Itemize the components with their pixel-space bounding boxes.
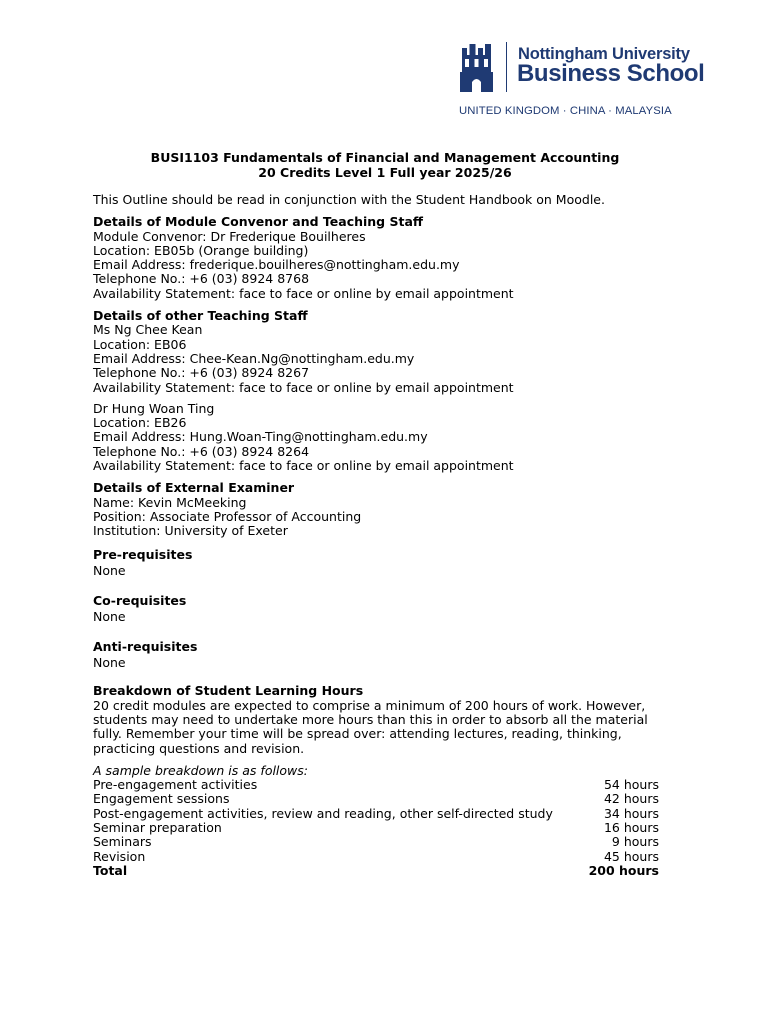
hours-amount: 45 hours — [603, 848, 659, 864]
staff-location: Location: EB06 — [93, 336, 187, 352]
hours-amount: 54 hours — [603, 777, 659, 793]
hours-total-row — [93, 864, 677, 878]
learning-hours-paragraph: 20 credit modules are expected to comprise a minimum of 200 hours of work. However, students may need to undertake more hours than this in order to absorb all the material fully. Remember your time will be spread over: attending lectures, reading, thinking, practicing questions and revision. — [93, 697, 648, 756]
hours-row — [93, 835, 677, 849]
hours-row — [93, 850, 677, 864]
logo-tagline: UNITED KINGDOM · CHINA · MALAYSIA — [459, 105, 672, 117]
hours-table — [93, 778, 677, 878]
learning-hours-section — [93, 684, 677, 878]
hours-total-label: Total — [93, 862, 128, 878]
convenor-location: Location: EB05b (Orange building) — [93, 242, 309, 258]
hours-row — [93, 792, 677, 806]
hours-activity: Revision — [93, 848, 146, 864]
staff-email: Email Address: Chee-Kean.Ng@nottingham.edu.my — [93, 350, 415, 366]
examiner-name: Name: Kevin McMeeking — [93, 494, 247, 510]
staff-availability: Availability Statement: face to face or online by email appointment — [93, 379, 514, 395]
hours-row — [93, 807, 677, 821]
corequisites-heading: Co-requisites — [93, 593, 187, 609]
staff-availability: Availability Statement: face to face or online by email appointment — [93, 458, 514, 474]
hours-activity: Seminars — [93, 834, 152, 850]
prerequisites-value: None — [93, 562, 126, 578]
other-staff-heading: Details of other Teaching Staff — [93, 308, 308, 324]
staff-telephone: Telephone No.: +6 (03) 8924 8264 — [93, 443, 310, 459]
hours-activity: Post-engagement activities, review and reading, other self-directed study — [93, 805, 553, 821]
module-title-line-2: 20 Credits Level 1 Full year 2025/26 — [258, 164, 512, 180]
hours-row — [93, 778, 677, 792]
staff-location: Location: EB26 — [93, 415, 187, 431]
examiner-position: Position: Associate Professor of Accounting — [93, 508, 362, 524]
prerequisites-heading: Pre-requisites — [93, 546, 193, 562]
staff-entry — [93, 402, 677, 473]
convenor-section — [93, 215, 677, 301]
staff-name: Ms Ng Chee Kean — [93, 322, 203, 338]
module-title — [93, 151, 677, 180]
logo-school-name: Business School — [517, 60, 705, 87]
hours-activity: Pre-engagement activities — [93, 777, 258, 793]
hours-amount: 42 hours — [603, 791, 659, 807]
antirequisites-heading: Anti-requisites — [93, 638, 198, 654]
hours-amount: 16 hours — [603, 819, 659, 835]
corequisites-value: None — [93, 609, 126, 625]
logo-university-name: Nottingham University — [518, 45, 690, 63]
hours-total-amount: 200 hours — [588, 862, 659, 878]
hours-amount: 34 hours — [603, 805, 659, 821]
staff-telephone: Telephone No.: +6 (03) 8924 8267 — [93, 365, 310, 381]
corequisites-section — [93, 594, 677, 625]
logo-divider — [506, 42, 507, 92]
hours-activity: Engagement sessions — [93, 791, 230, 807]
staff-email: Email Address: Hung.Woan-Ting@nottingham.edu.my — [93, 429, 428, 445]
convenor-telephone: Telephone No.: +6 (03) 8924 8768 — [93, 271, 310, 287]
convenor-name: Module Convenor: Dr Frederique Bouilheres — [93, 228, 366, 244]
castle-crest-icon — [460, 44, 496, 92]
document-body — [93, 193, 677, 878]
hours-amount: 9 hours — [611, 834, 659, 850]
hours-row — [93, 821, 677, 835]
convenor-availability: Availability Statement: face to face or online by email appointment — [93, 285, 514, 301]
learning-hours-heading: Breakdown of Student Learning Hours — [93, 683, 364, 699]
examiner-institution: Institution: University of Exeter — [93, 523, 288, 539]
sample-breakdown-intro: A sample breakdown is as follows: — [93, 762, 309, 778]
prerequisites-section — [93, 548, 677, 579]
intro-text: This Outline should be read in conjunction with the Student Handbook on Moodle. — [93, 192, 605, 207]
university-logo — [456, 40, 705, 124]
other-staff-section — [93, 309, 677, 473]
staff-name: Dr Hung Woan Ting — [93, 400, 215, 416]
antirequisites-section — [93, 640, 677, 671]
staff-entry — [93, 323, 677, 394]
antirequisites-value: None — [93, 655, 126, 671]
hours-activity: Seminar preparation — [93, 819, 222, 835]
convenor-heading: Details of Module Convenor and Teaching Staff — [93, 214, 424, 230]
convenor-email: Email Address: frederique.bouilheres@nottingham.edu.my — [93, 257, 460, 273]
module-title-line-1: BUSI1103 Fundamentals of Financial and Management Accounting — [150, 150, 620, 165]
external-examiner-section — [93, 481, 677, 538]
external-examiner-heading: Details of External Examiner — [93, 480, 295, 496]
